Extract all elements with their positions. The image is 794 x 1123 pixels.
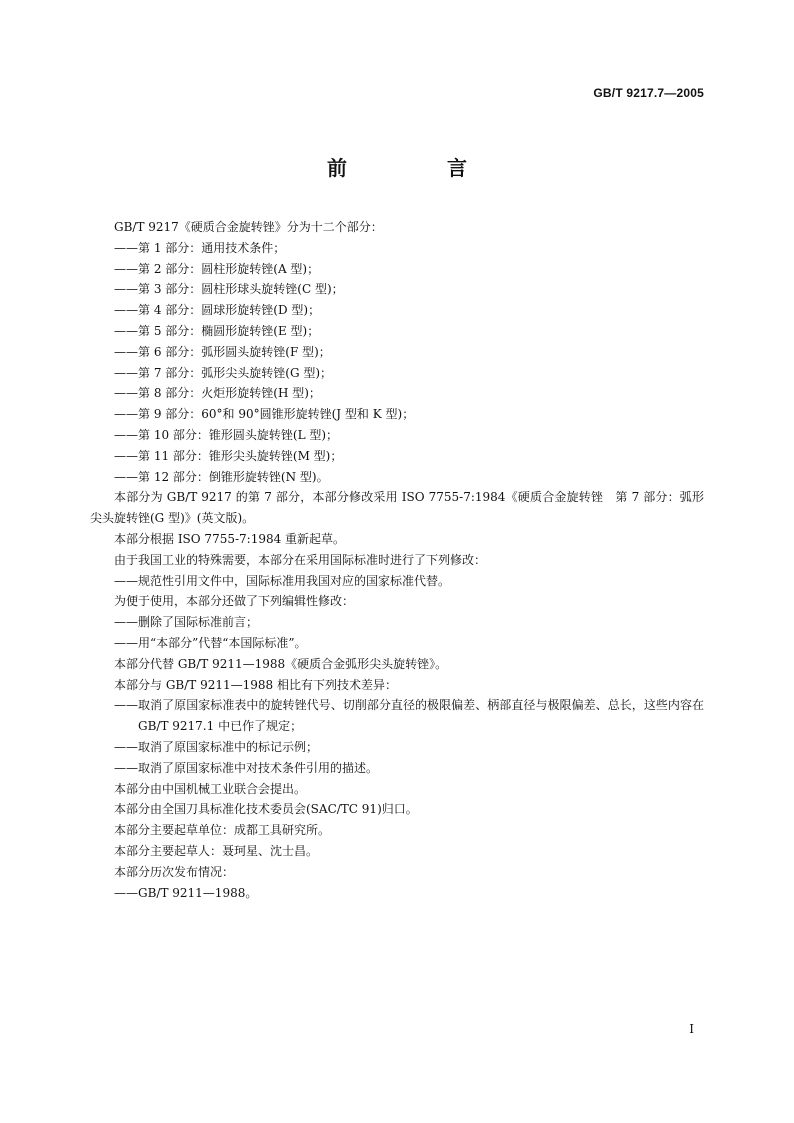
difference-item: ——取消了原国家标准中的标记示例； [114,739,319,754]
foreword-body [90,217,704,903]
drafting-unit-paragraph: 本部分主要起草单位：成都工具研究所。 [114,823,331,838]
intro-paragraph: GB/T 9217《硬质合金旋转锉》分为十二个部分： [114,220,383,234]
adoption-paragraph: 本部分为 GB/T 9217 的第 7 部分，本部分修改采用 ISO 7755-7:1984《硬质合金旋转锉 第 7 部分：弧形尖头旋转锉(G 型)》(英文版)。 [90,490,704,526]
editorial-item: ——删除了国际标准前言； [114,615,259,630]
part-item: ——第 3 部分：圆柱形球头旋转锉(C 型)； [114,282,344,297]
part-item: ——第 10 部分：锥形圆头旋转锉(L 型)； [114,427,339,442]
part-item: ——第 1 部分：通用技术条件； [114,240,286,255]
part-item: ——第 4 部分：圆球形旋转锉(D 型)； [114,303,321,318]
part-item: ——第 6 部分：弧形圆头旋转锉(F 型)； [114,344,331,359]
replacement-paragraph: 本部分代替 GB/T 9211—1988《硬质合金弧形尖头旋转锉》。 [114,656,448,671]
difference-item: ——取消了原国家标准中对技术条件引用的描述。 [114,760,379,775]
part-item: ——第 5 部分：椭圆形旋转锉(E 型)； [114,323,320,338]
part-item: ——第 8 部分：火炬形旋转锉(H 型)； [114,386,321,401]
part-item: ——第 7 部分：弧形尖头旋转锉(G 型)； [114,365,333,380]
editorial-item: ——用“本部分”代替“本国际标准”。 [114,635,307,650]
committee-paragraph: 本部分由全国刀具标准化技术委员会(SAC/TC 91)归口。 [114,802,418,817]
part-item: ——第 9 部分：60°和 90°圆锥形旋转锉(J 型和 K 型)； [114,407,415,422]
part-item: ——第 12 部分：倒锥形旋转锉(N 型)。 [114,469,329,484]
differences-intro: 本部分与 GB/T 9211—1988 相比有下列技术差异： [114,677,397,692]
history-item: ——GB/T 9211—1988。 [114,885,258,900]
redraft-paragraph: 本部分根据 ISO 7755-7:1984 重新起草。 [114,531,346,546]
part-item: ——第 2 部分：圆柱形旋转锉(A 型)； [114,261,320,276]
page-number: I [689,1022,694,1036]
editorial-intro: 为便于使用，本部分还做了下列编辑性修改： [114,594,355,609]
proposer-paragraph: 本部分由中国机械工业联合会提出。 [114,781,307,796]
modification-intro: 由于我国工业的特殊需要，本部分在采用国际标准时进行了下列修改： [114,552,487,567]
modification-item: ——规范性引用文件中，国际标准用我国对应的国家标准代替。 [114,573,451,588]
page-title: 前 言 [327,156,507,180]
part-item: ——第 11 部分：锥形尖头旋转锉(M 型)； [114,448,343,463]
difference-item: ——取消了原国家标准表中的旋转锉代号、切削部分直径的极限偏差、柄部直径与极限偏差、总长，这些内容在 GB/T 9217.1 中已作了规定； [114,698,704,734]
history-intro: 本部分历次发布情况： [114,864,235,879]
standard-code: GB/T 9217.7—2005 [593,86,704,100]
drafters-paragraph: 本部分主要起草人：聂珂星、沈士昌。 [114,843,319,858]
